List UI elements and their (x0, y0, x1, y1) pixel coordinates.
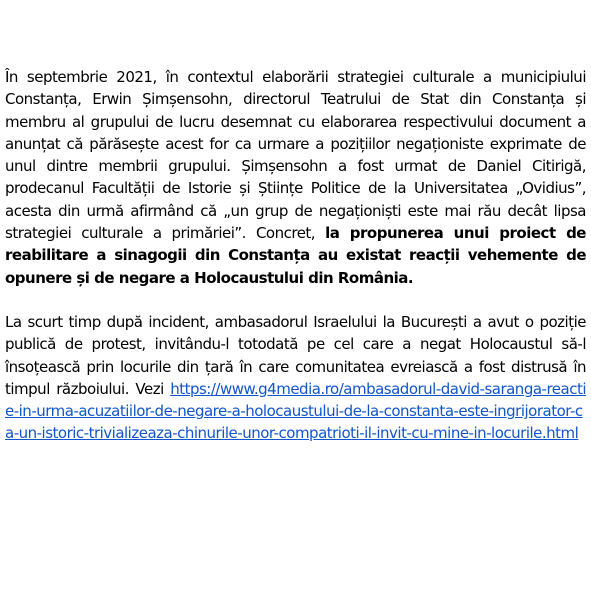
paragraph-ambassador-text: La scurt timp după incident, ambasadorul Israelului la București a avut o poziție publică de protest, invitându-l totodată pe cel care a negat Holocaustul să-l însoțească prin locurile din țară în care comunitatea evreiască a fost distrusă în timpul războiului. Vezi (5, 312, 586, 398)
paragraph-ambassador (5, 311, 586, 445)
paragraph-intro (5, 66, 586, 289)
source-link[interactable]: https://www.g4media.ro/ambasadorul-david-saranga-reactie-in-urma-acuzatiilor-de-negare-a-holocaustului-de-la-constanta-este-ingrijorator-ca-un-istoric-trivializeaza-chinurile-unor-compatrioti-il-invit-cu-mine-in-locurile.html (5, 379, 586, 443)
document-page (5, 66, 586, 445)
paragraph-intro-text: În septembrie 2021, în contextul elaborării strategiei culturale a municipiului Constanța, Erwin Șimșensohn, directorul Teatrului de Stat din Constanța și membru al grupului de lucru desemnat cu elaborarea respectivului document a anunțat că părăsește acest for ca urmare a pozițiilor negaționiste exprimate de unul dintre membrii grupului. Șimșensohn a fost urmat de Daniel Citirigă, prodecanul Facultății de Istorie și Științe Politice de la Universitatea „Ovidius”, acesta din urmă afirmând că „un grup de negaționiști este mai rău decât lipsa strategiei culturale a primăriei”. Concret, (5, 68, 586, 243)
paragraph-intro-bold-text: la propunerea unui proiect de reabilitare a sinagogii din Constanța au existat reacții vehemente de opunere și de negare a Holocaustului din România. (5, 224, 586, 287)
